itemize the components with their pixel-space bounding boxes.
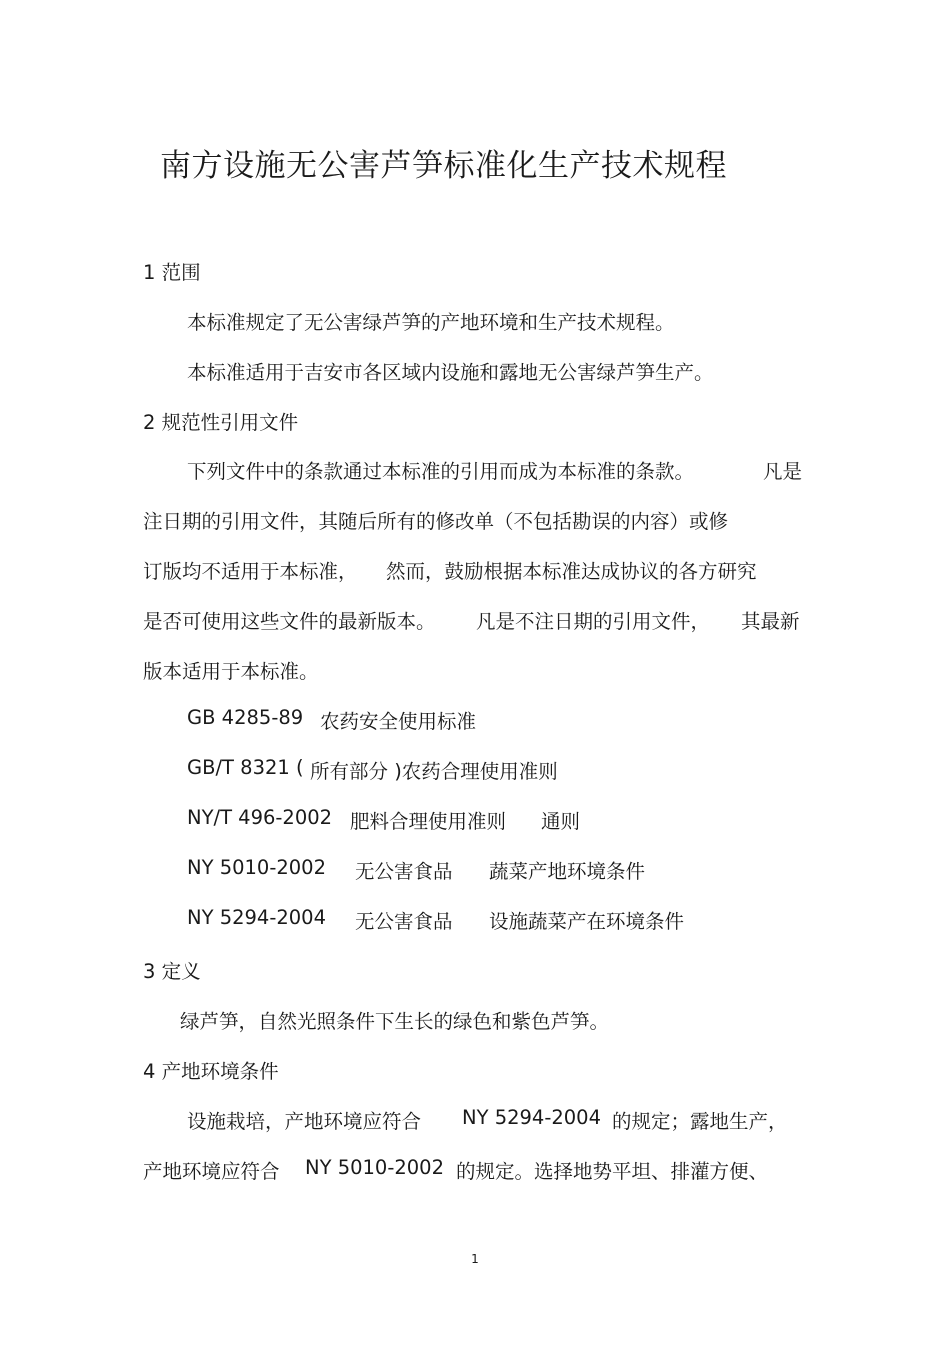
reference-3-code: NY/T 496-2002 [187,806,333,829]
section-4-line-1c: 的规定；露地生产， [612,1110,788,1133]
reference-2-name: 所有部分 )农药合理使用准则 [310,760,558,783]
reference-3-name: 肥料合理使用准则 [350,810,507,833]
reference-5-name: 无公害食品 [355,910,453,933]
section-2-line-4c: 其最新 [741,610,800,633]
section-2-heading: 2 规范性引用文件 [143,411,299,434]
section-2-line-3a: 订版均不适用于本标准， [143,560,358,583]
reference-4-extra: 蔬菜产地环境条件 [489,860,646,883]
reference-4-code: NY 5010-2002 [187,856,326,879]
section-1-paragraph-1: 本标准规定了无公害绿芦笋的产地环境和生产技术规程。 [187,311,675,334]
section-2-line-5: 版本适用于本标准。 [143,660,319,683]
section-4-line-1a: 设施栽培，产地环境应符合 [187,1110,422,1133]
section-2-line-3b: 然而，鼓励根据本标准达成协议的各方研究 [386,560,757,583]
reference-4-name: 无公害食品 [355,860,453,883]
section-4-line-2c: 的规定。选择地势平坦、排灌方便、 [456,1160,769,1183]
reference-1-code: GB 4285-89 [187,706,304,729]
reference-3-extra: 通则 [541,810,581,833]
section-3-paragraph-1: 绿芦笋，自然光照条件下生长的绿色和紫色芦笋。 [180,1010,610,1033]
section-4-heading: 4 产地环境条件 [143,1060,279,1083]
section-2-line-1b: 凡是 [763,460,803,483]
section-4-line-2b: NY 5010-2002 [305,1156,444,1179]
document-title: 南方设施无公害芦笋标准化生产技术规程 [160,148,727,184]
section-2-line-4b: 凡是不注日期的引用文件， [476,610,711,633]
section-1-heading: 1 范围 [143,261,201,284]
reference-2-code: GB/T 8321 ( [187,756,304,779]
page-number: 1 [471,1252,479,1266]
section-2-line-4a: 是否可使用这些文件的最新版本。 [143,610,436,633]
reference-5-extra: 设施蔬菜产在环境条件 [489,910,685,933]
section-3-heading: 3 定义 [143,960,201,983]
reference-1-name: 农药安全使用标准 [320,710,477,733]
reference-5-code: NY 5294-2004 [187,906,326,929]
section-2-line-2: 注日期的引用文件，其随后所有的修改单（不包括勘误的内容）或修 [143,510,729,533]
section-4-line-2a: 产地环境应符合 [143,1160,280,1183]
section-1-paragraph-2: 本标准适用于吉安市各区域内设施和露地无公害绿芦笋生产。 [187,361,714,384]
section-2-line-1a: 下列文件中的条款通过本标准的引用而成为本标准的条款。 [187,460,695,483]
section-4-line-1b: NY 5294-2004 [462,1106,601,1129]
